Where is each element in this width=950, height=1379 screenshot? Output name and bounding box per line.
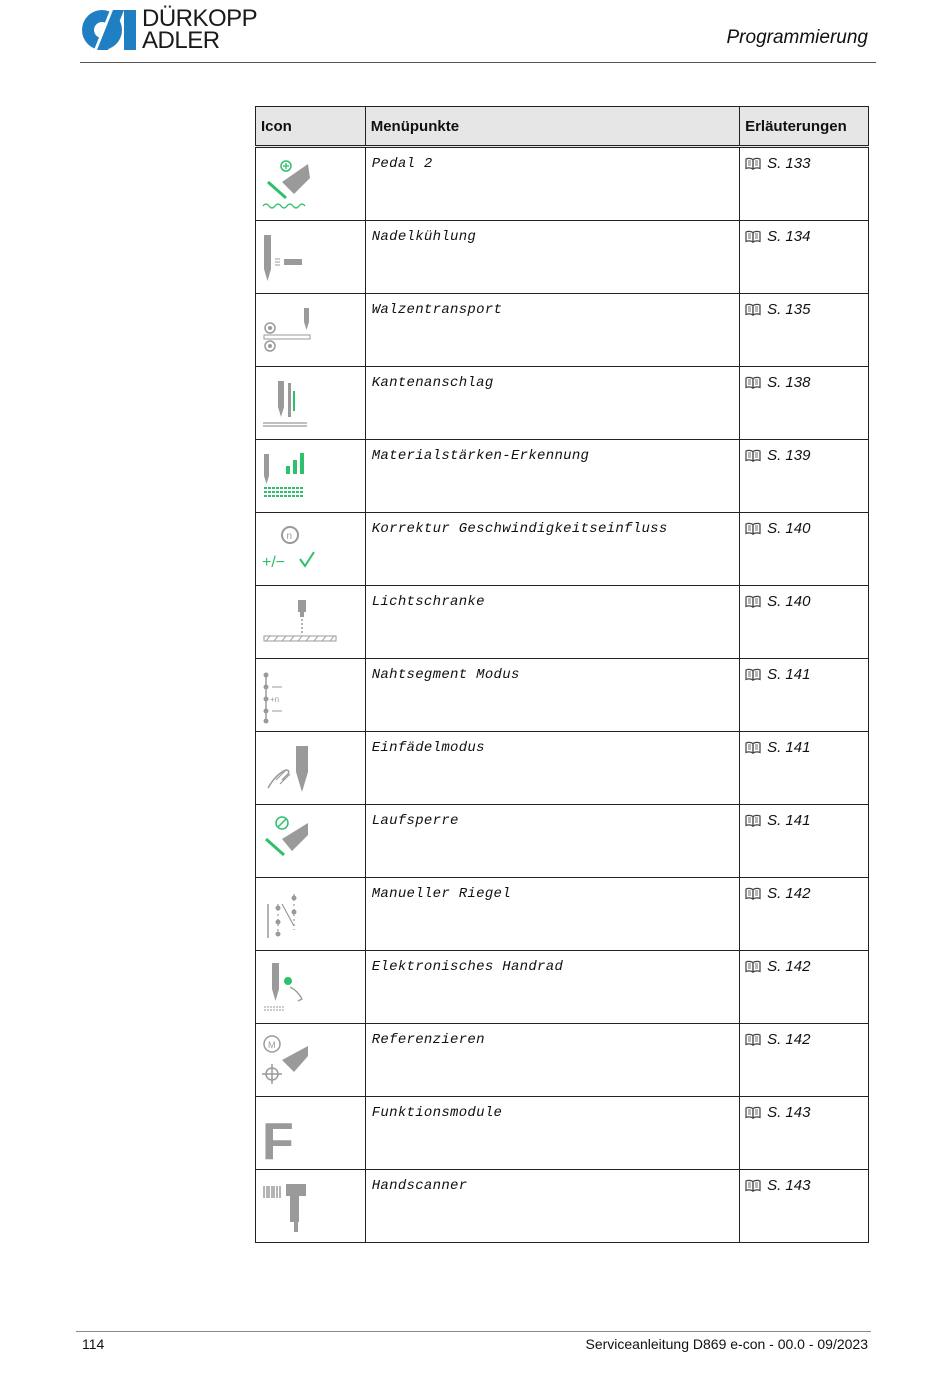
explanation-cell <box>740 878 869 951</box>
svg-text:+/−: +/− <box>262 554 286 571</box>
brand-line-1: DÜRKOPP <box>142 5 258 32</box>
svg-text:n: n <box>286 531 293 542</box>
icon-cell <box>256 513 366 586</box>
page-reference-text: S. 133 <box>767 155 811 172</box>
menu-item-cell <box>365 147 739 221</box>
needle-cooling-icon <box>260 229 340 287</box>
explanation-cell <box>740 513 869 586</box>
menu-item-cell <box>365 805 739 878</box>
explanation-cell <box>740 732 869 805</box>
book-icon <box>745 960 761 973</box>
menu-item-label: Kantenanschlag <box>371 375 494 391</box>
function-modules-icon <box>260 1105 340 1163</box>
roller-transport-icon <box>260 302 340 360</box>
page-reference-text: S. 142 <box>767 885 811 902</box>
page-reference-text: S. 139 <box>767 447 811 464</box>
referencing-icon <box>260 1032 340 1090</box>
page-reference[interactable] <box>740 805 868 829</box>
book-icon <box>745 887 761 900</box>
menu-item-cell <box>365 1170 739 1243</box>
icon-cell <box>256 1024 366 1097</box>
edge-guide-icon <box>260 375 340 433</box>
icon-cell <box>256 367 366 440</box>
book-icon <box>745 376 761 389</box>
table-row <box>256 367 869 440</box>
page-reference[interactable] <box>740 1170 868 1194</box>
icon-cell <box>256 586 366 659</box>
brand-logo <box>80 5 270 54</box>
section-title: Programmierung <box>726 27 868 48</box>
menu-item-cell <box>365 732 739 805</box>
page-reference[interactable] <box>740 294 868 318</box>
light-barrier-icon <box>260 594 340 652</box>
table-row <box>256 1024 869 1097</box>
document-id: Serviceanleitung D869 e-con - 00.0 - 09/2023 <box>585 1336 868 1352</box>
book-icon <box>745 449 761 462</box>
menu-item-cell <box>365 586 739 659</box>
page-reference[interactable] <box>740 1024 868 1048</box>
page-reference-text: S. 141 <box>767 666 811 683</box>
menu-item-label: Materialstärken-Erkennung <box>371 448 590 464</box>
page-reference[interactable] <box>740 732 868 756</box>
page-reference-text: S. 134 <box>767 228 811 245</box>
book-icon <box>745 814 761 827</box>
table-row <box>256 805 869 878</box>
header-divider <box>80 62 876 63</box>
menu-item-cell <box>365 951 739 1024</box>
footer-divider <box>76 1331 871 1332</box>
book-icon <box>745 1106 761 1119</box>
table-header-row <box>256 107 869 147</box>
icon-cell <box>256 294 366 367</box>
icon-cell <box>256 659 366 732</box>
menu-item-cell <box>365 1024 739 1097</box>
icon-cell <box>256 732 366 805</box>
book-icon <box>745 157 761 170</box>
menu-item-cell <box>365 878 739 951</box>
table-row <box>256 1097 869 1170</box>
page-reference[interactable] <box>740 367 868 391</box>
icon-cell <box>256 951 366 1024</box>
page-reference-text: S. 143 <box>767 1177 811 1194</box>
column-header-menu-items: Menüpunkte <box>365 107 739 147</box>
menu-item-cell <box>365 1097 739 1170</box>
book-icon <box>745 230 761 243</box>
brand-logo-icon <box>80 8 138 52</box>
table-row <box>256 1170 869 1243</box>
page-reference-text: S. 143 <box>767 1104 811 1121</box>
menu-item-label: Referenzieren <box>371 1032 485 1048</box>
menu-item-label: Lichtschranke <box>371 594 485 610</box>
explanation-cell <box>740 221 869 294</box>
page-reference-text: S. 140 <box>767 520 811 537</box>
brand-name <box>142 5 258 54</box>
table-row <box>256 732 869 805</box>
page-reference-text: S. 135 <box>767 301 811 318</box>
icon-cell <box>256 1097 366 1170</box>
svg-text:+n: +n <box>270 695 280 704</box>
menu-item-label: Nahtsegment Modus <box>371 667 520 683</box>
book-icon <box>745 668 761 681</box>
menu-table <box>255 106 869 1243</box>
page-reference[interactable] <box>740 878 868 902</box>
threading-mode-icon <box>260 740 340 798</box>
explanation-cell <box>740 1097 869 1170</box>
page-reference[interactable] <box>740 586 868 610</box>
table-row <box>256 294 869 367</box>
menu-item-cell <box>365 221 739 294</box>
page-reference[interactable] <box>740 513 868 537</box>
explanation-cell <box>740 294 869 367</box>
menu-item-label: Laufsperre <box>371 813 459 829</box>
menu-item-label: Pedal 2 <box>371 156 433 172</box>
brand-line-2: ADLER <box>142 27 220 54</box>
icon-cell <box>256 440 366 513</box>
page-reference-text: S. 142 <box>767 958 811 975</box>
icon-cell <box>256 1170 366 1243</box>
menu-item-label: Manueller Riegel <box>371 886 511 902</box>
table-row <box>256 513 869 586</box>
run-lock-icon <box>260 813 340 871</box>
page-reference[interactable] <box>740 1097 868 1121</box>
electronic-handwheel-icon <box>260 959 340 1017</box>
page-reference[interactable] <box>740 440 868 464</box>
explanation-cell <box>740 805 869 878</box>
explanation-cell <box>740 1170 869 1243</box>
book-icon <box>745 303 761 316</box>
menu-item-label: Elektronisches Handrad <box>371 959 564 975</box>
menu-item-cell <box>365 367 739 440</box>
page-number: 114 <box>82 1336 105 1352</box>
table-row <box>256 878 869 951</box>
book-icon <box>745 522 761 535</box>
page-reference[interactable] <box>740 659 868 683</box>
explanation-cell <box>740 147 869 221</box>
menu-item-label: Funktionsmodule <box>371 1105 503 1121</box>
explanation-cell <box>740 659 869 732</box>
icon-cell <box>256 805 366 878</box>
icon-cell <box>256 878 366 951</box>
svg-text:F: F <box>262 1113 294 1163</box>
menu-item-label: Korrektur Geschwindigkeitseinfluss <box>371 521 668 537</box>
table-row <box>256 440 869 513</box>
table-row <box>256 147 869 221</box>
book-icon <box>745 1033 761 1046</box>
explanation-cell <box>740 367 869 440</box>
table-row <box>256 586 869 659</box>
page-reference[interactable] <box>740 221 868 245</box>
hand-scanner-icon <box>260 1178 340 1236</box>
table-row <box>256 951 869 1024</box>
svg-text:M: M <box>268 1040 276 1050</box>
column-header-explanations: Erläuterungen <box>740 107 869 147</box>
page-reference-text: S. 138 <box>767 374 811 391</box>
table-row <box>256 221 869 294</box>
explanation-cell <box>740 1024 869 1097</box>
menu-item-cell <box>365 659 739 732</box>
explanation-cell <box>740 440 869 513</box>
table-row <box>256 659 869 732</box>
seam-segment-mode-icon <box>260 667 340 725</box>
material-thickness-icon <box>260 448 340 506</box>
book-icon <box>745 1179 761 1192</box>
pedal-2-icon <box>260 156 340 214</box>
menu-item-label: Nadelkühlung <box>371 229 477 245</box>
page-reference[interactable] <box>740 951 868 975</box>
menu-item-label: Walzentransport <box>371 302 503 318</box>
icon-cell <box>256 147 366 221</box>
menu-item-label: Einfädelmodus <box>371 740 485 756</box>
book-icon <box>745 741 761 754</box>
menu-item-cell <box>365 440 739 513</box>
menu-item-label: Handscanner <box>371 1178 468 1194</box>
icon-cell <box>256 221 366 294</box>
menu-item-cell <box>365 513 739 586</box>
explanation-cell <box>740 951 869 1024</box>
book-icon <box>745 595 761 608</box>
page-reference-text: S. 142 <box>767 1031 811 1048</box>
page-reference-text: S. 140 <box>767 593 811 610</box>
page-reference-text: S. 141 <box>767 739 811 756</box>
page-reference[interactable] <box>740 148 868 172</box>
speed-correction-icon <box>260 521 340 579</box>
menu-item-cell <box>365 294 739 367</box>
column-header-icon: Icon <box>256 107 366 147</box>
page-reference-text: S. 141 <box>767 812 811 829</box>
manual-bartack-icon <box>260 886 340 944</box>
explanation-cell <box>740 586 869 659</box>
